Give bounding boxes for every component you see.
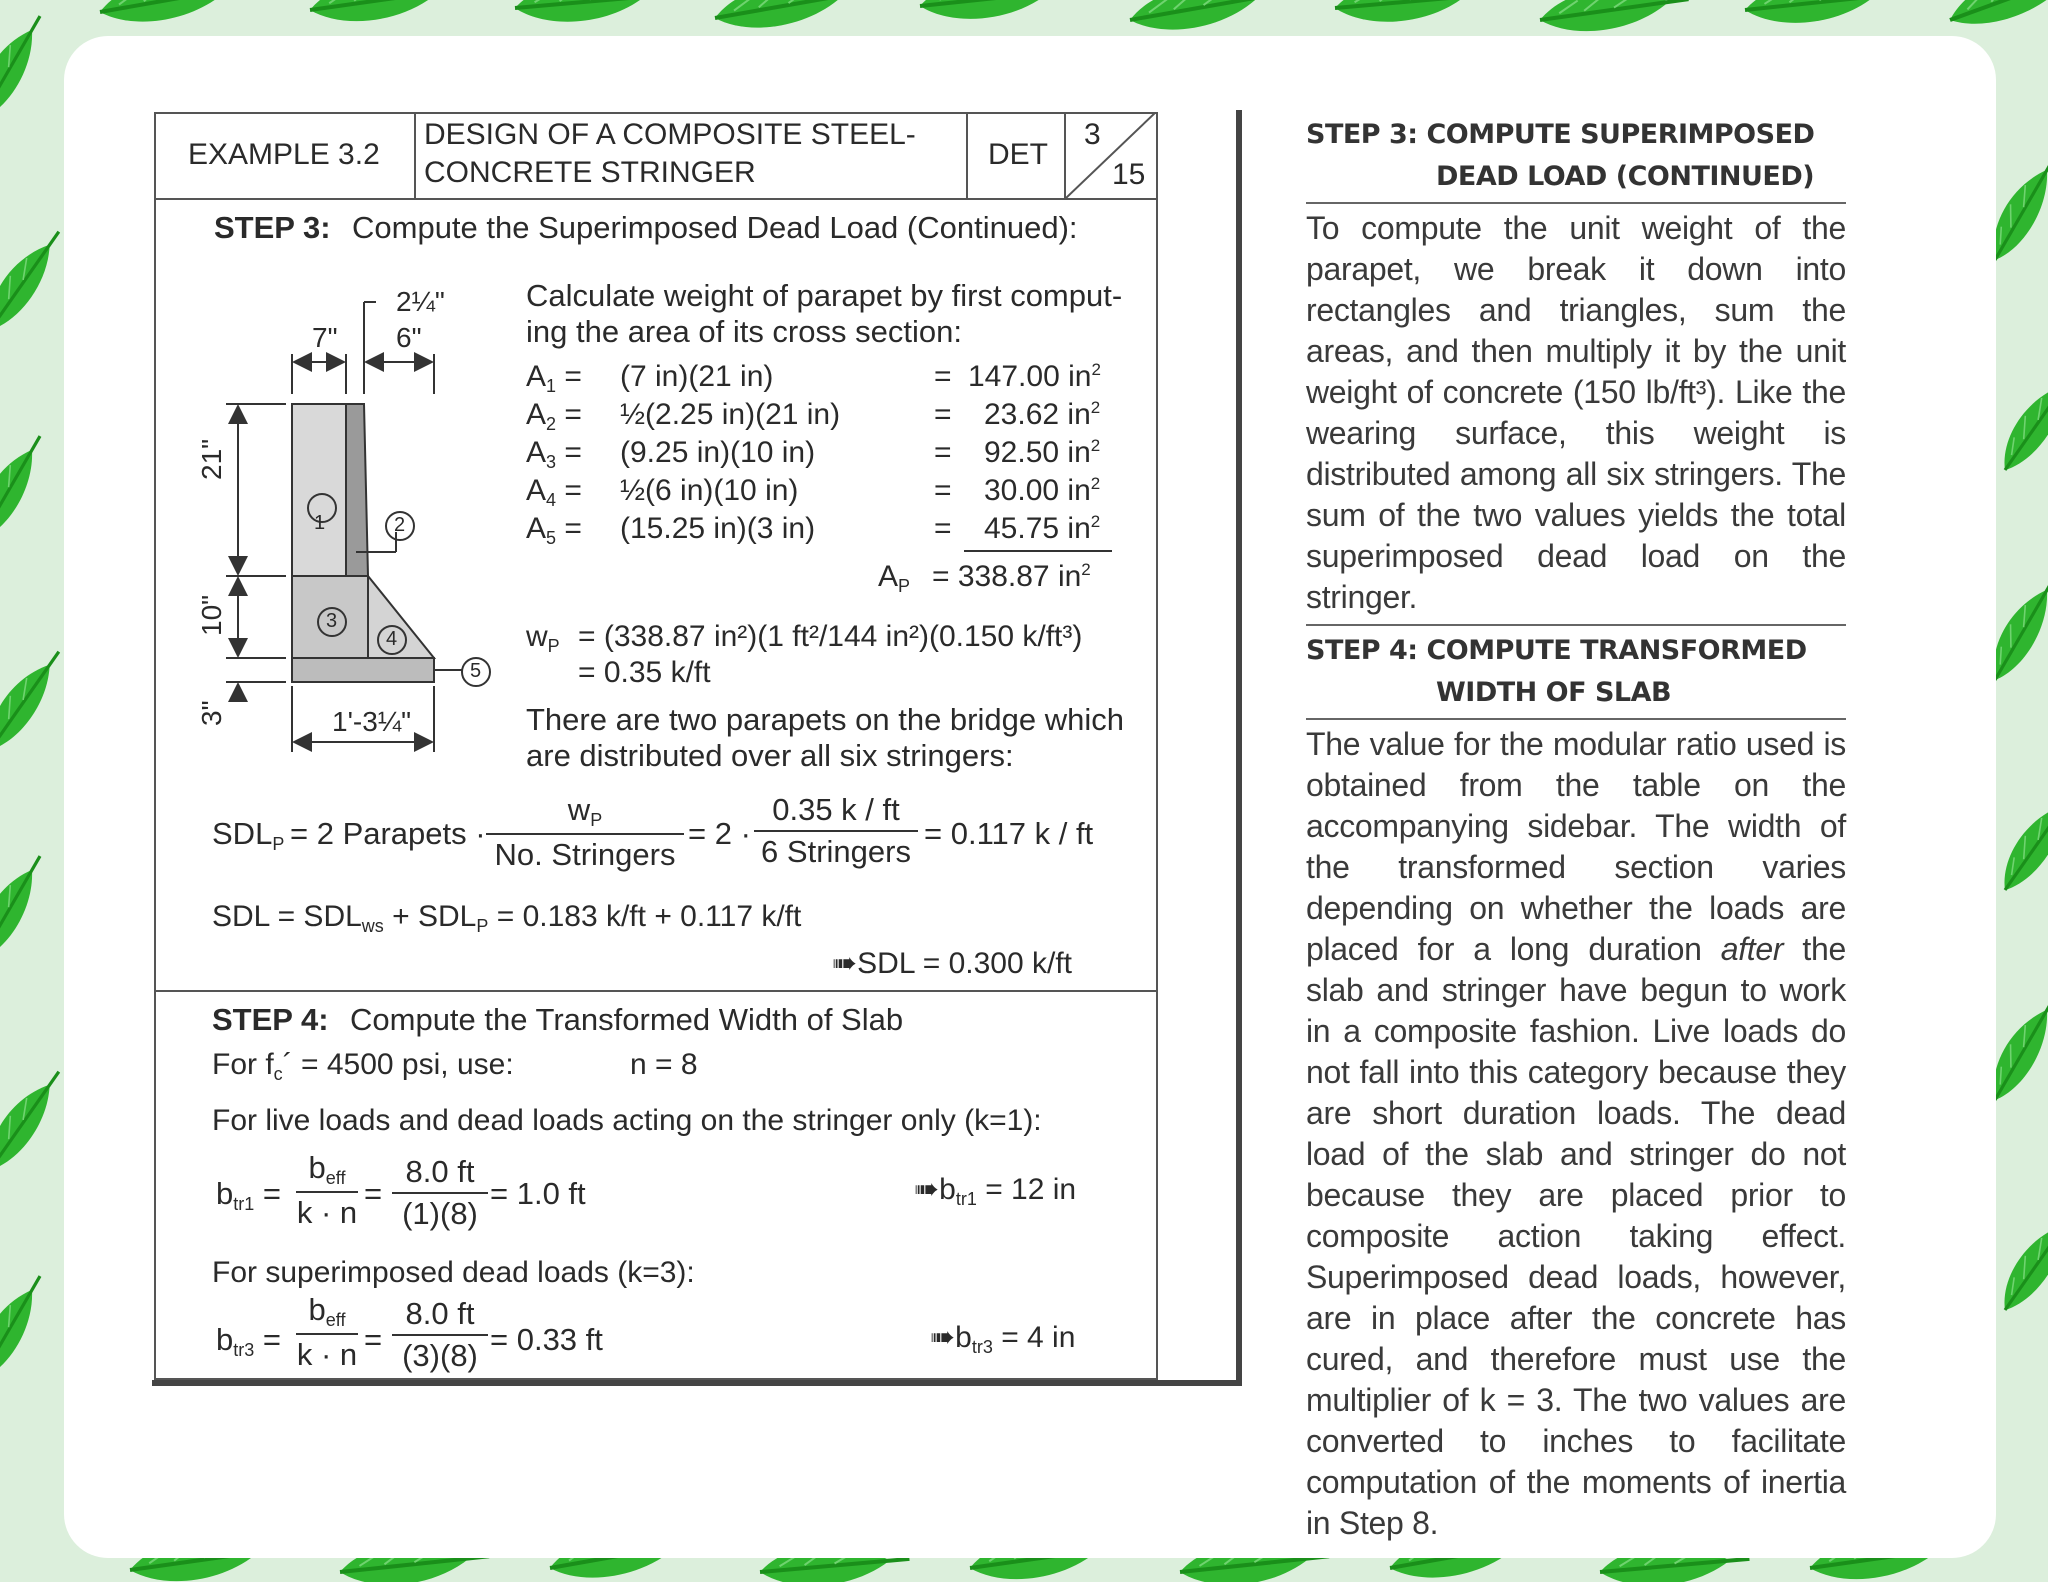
sidebar-paragraph-1: To compute the unit weight of the parapet, we break it down into rectangles and triangles, sum the areas, and then multiply it by the unit weight of concrete (150 lb/ft³). Like the wearing surface, this weight is distributed among all six stringers. The sum of the two values yields the total superimposed dead load on the stringer.	[1306, 210, 1846, 615]
label-2: 2	[394, 514, 406, 536]
area-row-3-val: 92.50 $in^2$	[984, 436, 1101, 469]
wp-result: = 0.35 k/ft	[578, 656, 711, 689]
btr1-eq2: =	[364, 1176, 383, 1211]
title-line-2: CONCRETE STRINGER	[424, 156, 756, 189]
dim-3in: 3"	[196, 700, 227, 726]
area-row-5-sym: $A_5$ =	[526, 512, 582, 548]
dim-7in: 7"	[312, 322, 338, 353]
area-row-2-sym: $A_2$ =	[526, 398, 582, 434]
ap-value: = 338.87 $in^2$	[932, 560, 1091, 593]
step4-title: Compute the Transformed Width of Slab	[350, 1002, 904, 1037]
arrow-icon: ➠	[832, 947, 858, 980]
area-row-1-expr: (7 in)(21 in)	[620, 360, 774, 393]
btr3-frac-a: $b_{eff}$ k · n	[296, 1292, 358, 1372]
n-value: n = 8	[630, 1048, 698, 1081]
btr3-final: $➠b_{tr3} = 4$ in	[930, 1321, 1076, 1357]
area-4	[368, 576, 434, 658]
area-row-2-val: 23.62 $in^2$	[984, 398, 1101, 431]
btr1-sym: $b_{tr1}$ =	[216, 1176, 281, 1214]
wp-expression: = (338.87 in²)(1 ft²/144 in²)(0.150 k/ft³)	[578, 620, 1083, 653]
label-5: 5	[470, 660, 482, 682]
area-row-5-eq: =	[934, 512, 952, 545]
area-row-1-sym: $A_1$ =	[526, 360, 582, 396]
area-row-1-eq: =	[934, 360, 952, 393]
label-4: 4	[386, 628, 398, 650]
sidebar-rule-2	[1306, 624, 1846, 626]
label-1: 1	[314, 512, 326, 534]
area-row-2-eq: =	[934, 398, 952, 431]
area-row-5-expr: (15.25 in)(3 in)	[620, 512, 816, 545]
area-row-4-expr: ½(6 in)(10 in)	[620, 474, 799, 507]
dim-6in: 6"	[396, 322, 422, 353]
wp-sym: $w_P$	[526, 620, 560, 656]
sdlp-mid: = 2 ·	[688, 816, 751, 851]
sdl-sum-line: SDL = $SDL_{ws} + SDL_P = 0.183$ k/ft + 0.117 k/ft	[212, 900, 802, 936]
label-3: 3	[326, 610, 338, 632]
sidebar-rule-3	[1306, 718, 1846, 720]
sidl-line: For superimposed dead loads (k=3):	[212, 1256, 695, 1289]
header-col-divider-2	[966, 112, 968, 198]
btr3-eq2: =	[364, 1322, 383, 1357]
intro-line-1: Calculate weight of parapet by first comput-	[526, 278, 1123, 313]
arrow-icon: ➠	[914, 1173, 940, 1206]
area-row-4-eq: =	[934, 474, 952, 507]
area-1	[292, 404, 346, 576]
live-load-line: For live loads and dead loads acting on the stringer only (k=1):	[212, 1104, 1042, 1137]
btr3-result: = 0.33 ft	[490, 1322, 603, 1357]
btr1-frac-b: $\frac{8.0 ft}{(1)(8)}$	[392, 1154, 488, 1232]
area-row-3-eq: =	[934, 436, 952, 469]
arrow-icon: ➠	[930, 1321, 956, 1354]
parapet-line-1: There are two parapets on the bridge which	[526, 702, 1124, 737]
area-row-3-sym: $A_3$ =	[526, 436, 582, 472]
sdlp-lhs: $SDL_P$	[212, 816, 285, 854]
dim-10in: 10"	[196, 594, 227, 636]
sidebar-heading-2: STEP 4: COMPUTE TRANSFORMED WIDTH OF SLAB	[1306, 635, 1807, 708]
sidebar	[1306, 114, 1846, 1544]
sdlp-result: = 0.117 k / ft	[924, 816, 1094, 851]
leaf-left-column	[0, 7, 71, 1387]
step3-title: Compute the Superimposed Dead Load (Continued):	[352, 210, 1078, 245]
btr1-final: $➠b_{tr1} = 12$ in	[914, 1173, 1077, 1209]
area-row-4-val: 30.00 $in^2$	[984, 474, 1101, 507]
parapet-cross-section	[196, 282, 516, 762]
sidebar-heading-1: STEP 3: COMPUTE SUPERIMPOSED DEAD LOAD (CONTINUED)	[1306, 119, 1815, 192]
area-row-2-expr: ½(2.25 in)(21 in)	[620, 398, 841, 431]
sdl-final: ➠SDL = 0.300 k/ft	[832, 947, 1072, 980]
btr1-frac-a: $b_{eff}$ k · n	[296, 1150, 358, 1230]
example-number: EXAMPLE 3.2	[188, 138, 380, 171]
ap-sym: $A_P$	[878, 560, 911, 596]
intro-line-2: ing the area of its cross section:	[526, 314, 962, 349]
btr3-frac-b: $\frac{8.0 ft}{(3)(8)}$	[392, 1296, 488, 1374]
sdlp-fraction-2: 0.35 k / ft 6 Stringers	[754, 792, 918, 870]
page-total: 15	[1112, 158, 1146, 191]
step4-label: STEP 4:	[212, 1002, 329, 1037]
sdlp-fraction-1: $w_P$ No. Stringers	[486, 792, 684, 873]
sidebar-paragraph-2: The value for the modular ratio used is obtained from the table on the accompanying sidebar. The width of the transformed section varies depending on whether the loads are placed for a long duration after the slab and stringer have begun to work in a composite fashion. Live loads do not fall into this category because they are short duration loads. The dead load of the slab and stringer do not because they are placed prior to composite action taking effect. Superimposed dead loads, however, are in place after the concrete has cured, and therefore must use the multiplier of k = 3. The two values are converted to inches to facilitate computation of the moments of inertia in Step 8.	[1306, 726, 1846, 1541]
step-divider	[154, 990, 1158, 992]
header-col-divider-1	[414, 112, 416, 198]
area-row-5-val: 45.75 $in^2$	[984, 512, 1101, 545]
parapet-line-2: are distributed over all six stringers:	[526, 738, 1014, 773]
leaf-top-row	[96, 0, 2048, 39]
area-row-3-expr: (9.25 in)(10 in)	[620, 436, 816, 469]
btr1-result: = 1.0 ft	[490, 1176, 586, 1211]
area-5	[292, 658, 434, 682]
sdlp-eq: = 2 Parapets ·	[290, 816, 486, 851]
sum-rule	[964, 550, 1112, 552]
dim-21in: 21"	[196, 438, 227, 480]
page-number: 3	[1084, 118, 1101, 151]
area-row-4-sym: $A_4$ =	[526, 474, 582, 510]
btr3-sym: $b_{tr3}$ =	[216, 1322, 281, 1360]
area-2	[346, 404, 368, 576]
title-line-1: DESIGN OF A COMPOSITE STEEL-	[424, 118, 916, 151]
dim-bottom: 1'-3¼"	[332, 706, 412, 737]
sidebar-rule-1	[1306, 202, 1846, 204]
step3-label: STEP 3:	[214, 210, 331, 245]
det-code: DET	[988, 138, 1048, 171]
area-row-1-val: 147.00 $in^2$	[968, 360, 1101, 393]
fc-line: For $f_c´ = 4500$ psi, use:	[212, 1048, 514, 1084]
header-divider	[154, 198, 1158, 200]
dim-top: 2¼"	[396, 286, 445, 317]
